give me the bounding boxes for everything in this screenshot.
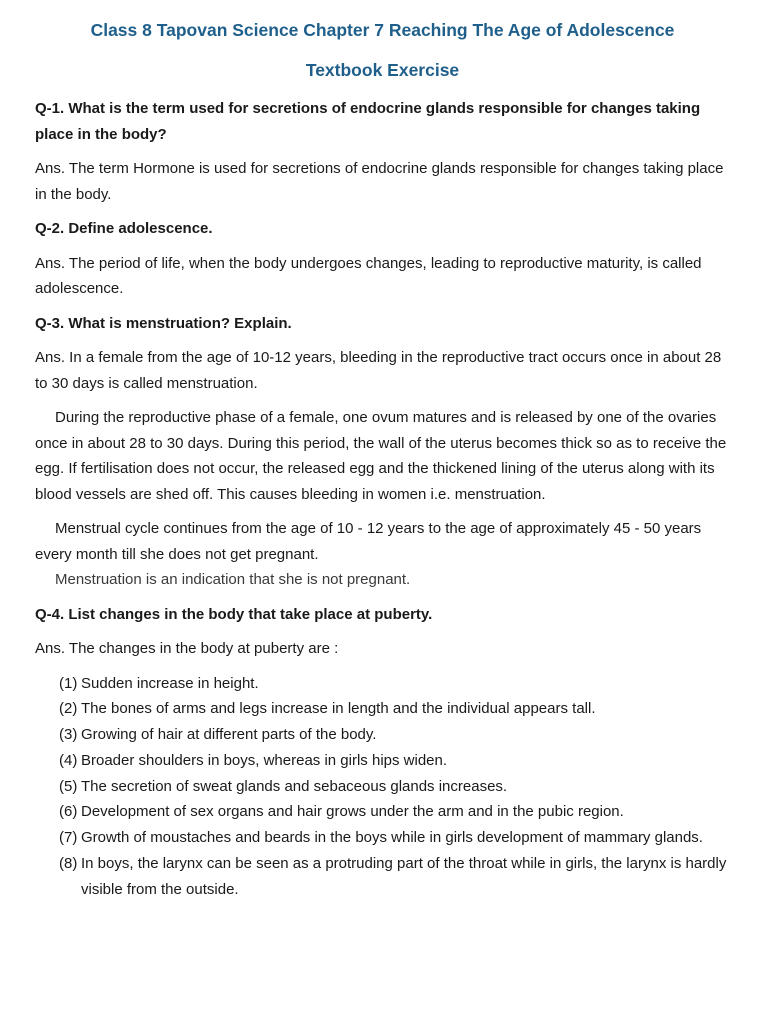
page-subtitle: Textbook Exercise bbox=[305, 60, 460, 80]
list-item-number: (3) bbox=[59, 726, 78, 744]
list-item-text: In boys, the larynx can be seen as a protruding part of the throat while in girls, the larynx is hardly visible from the outside. bbox=[81, 855, 727, 898]
list-item-text: Growing of hair at different parts of the body. bbox=[81, 726, 377, 744]
answer-3-paragraph-1: During the reproductive phase of a female, one ovum matures and is released by one of the ovaries once in about 28 to 30 days. During this period, the wall of the uterus becomes thick so as to receive the egg. If fertilisation does not occur, the released egg and the thickened lining of the uterus along with its blood vessels are shed off. This causes bleeding in women i.e. menstruation. bbox=[35, 409, 727, 503]
list-item bbox=[59, 799, 730, 825]
question-2: Q-2. Define adolescence. bbox=[35, 220, 213, 237]
list-item bbox=[59, 851, 730, 903]
question-1: Q-1. What is the term used for secretions of endocrine glands responsible for changes taking place in the body? bbox=[35, 100, 701, 143]
list-item-number: (6) bbox=[59, 803, 78, 821]
answer-1: Ans. The term Hormone is used for secretions of endocrine glands responsible for changes taking place in the body. bbox=[35, 160, 724, 203]
list-item-text: Sudden increase in height. bbox=[81, 674, 259, 692]
list-item-number: (7) bbox=[59, 829, 78, 847]
list-item-number: (1) bbox=[59, 674, 78, 692]
list-item-text: Broader shoulders in boys, whereas in girls hips widen. bbox=[81, 751, 448, 769]
list-item-number: (5) bbox=[59, 777, 78, 795]
list-item-text: The secretion of sweat glands and sebaceous glands increases. bbox=[81, 777, 508, 795]
list-item-text: The bones of arms and legs increase in length and the individual appears tall. bbox=[81, 700, 596, 718]
list-item-number: (8) bbox=[59, 855, 78, 873]
page-title: Class 8 Tapovan Science Chapter 7 Reaching The Age of Adolescence bbox=[90, 20, 675, 40]
answer-3-paragraph-3: Menstruation is an indication that she is not pregnant. bbox=[55, 571, 411, 588]
list-item bbox=[59, 825, 730, 851]
answer-3-paragraph-2: Menstrual cycle continues from the age of 10 - 12 years to the age of approximately 45 - 50 years every month till she does not get pregnant. bbox=[35, 520, 702, 563]
list-item-number: (4) bbox=[59, 751, 78, 769]
answer-2: Ans. The period of life, when the body undergoes changes, leading to reproductive maturity, is called adolescence. bbox=[35, 254, 702, 297]
answer-3: Ans. In a female from the age of 10-12 years, bleeding in the reproductive tract occurs once in about 28 to 30 days is called menstruation. bbox=[35, 349, 722, 392]
list-item bbox=[59, 748, 730, 774]
list-item-text: Growth of moustaches and beards in the boys while in girls development of mammary glands. bbox=[81, 829, 703, 847]
list-item bbox=[59, 722, 730, 748]
list-item-text: Development of sex organs and hair grows under the arm and in the pubic region. bbox=[81, 803, 624, 821]
list-item bbox=[59, 671, 730, 697]
list-item-number: (2) bbox=[59, 700, 78, 718]
puberty-changes-list bbox=[35, 671, 730, 903]
question-4: Q-4. List changes in the body that take place at puberty. bbox=[35, 605, 433, 623]
answer-4: Ans. The changes in the body at puberty are : bbox=[35, 640, 339, 657]
list-item bbox=[59, 774, 730, 800]
list-item bbox=[59, 696, 730, 722]
question-3: Q-3. What is menstruation? Explain. bbox=[35, 314, 292, 332]
